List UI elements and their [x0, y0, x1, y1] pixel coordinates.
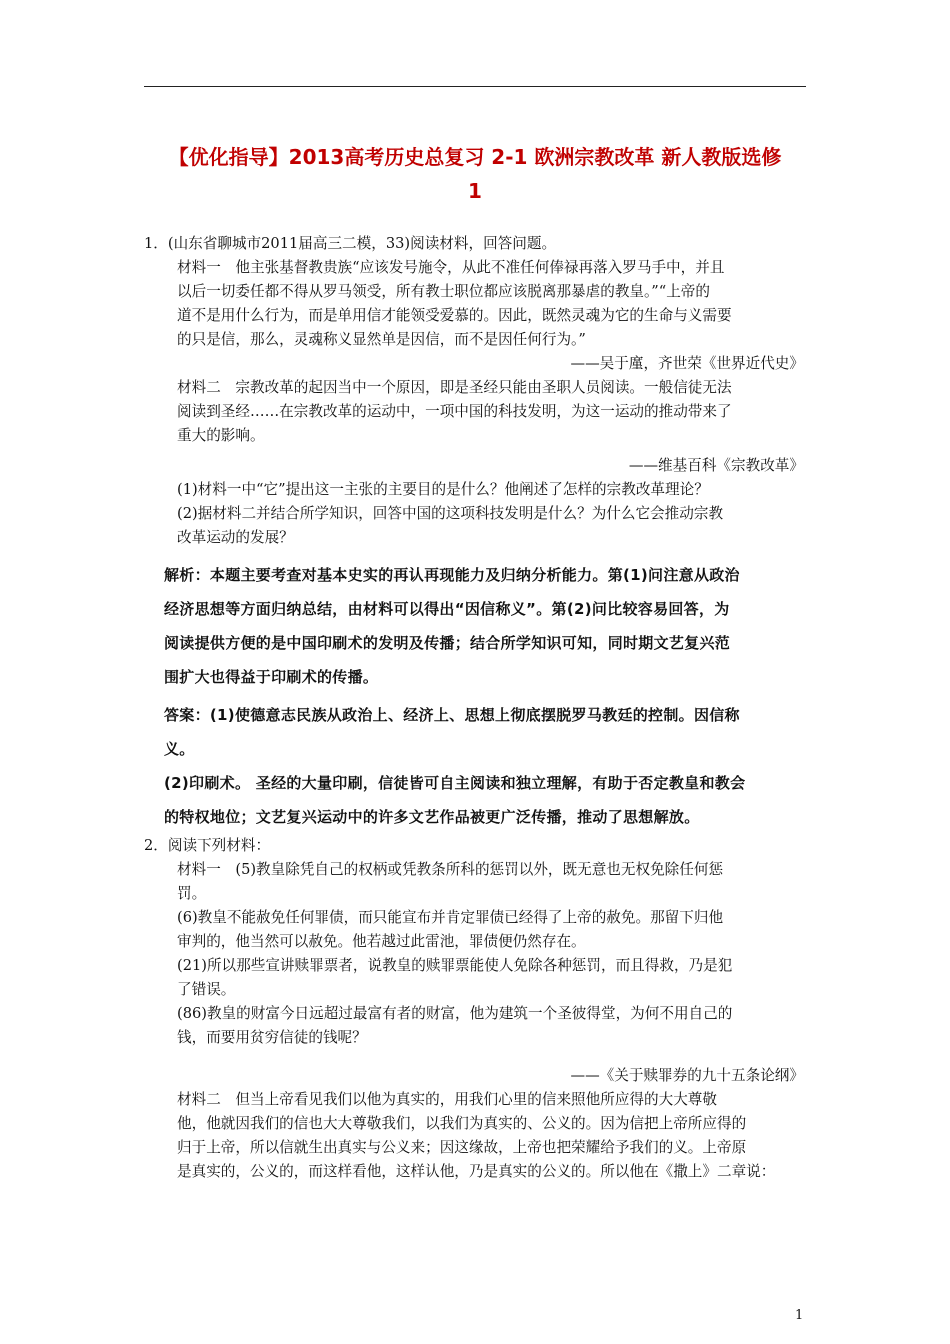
q2-source-1: ——《关于赎罪券的九十五条论纲》 [570, 1067, 804, 1084]
text-line: 他，他就因我们的信也大大尊敬我们，以我们为真实的、公义的。因为信把上帝所应得的 [177, 1115, 747, 1132]
text-line: 阅读到圣经……在宗教改革的运动中，一项中国的科技发明，为这一运动的推动带来了 [177, 403, 732, 420]
text-line: 钱，而要用贫穷信徒的钱呢？ [177, 1029, 367, 1046]
text-line: 是真实的，公义的，而这样看他，这样认他，乃是真实的公义的。所以他在《撒上》二章说： [177, 1163, 776, 1180]
spacer [144, 1050, 808, 1064]
text-line: (86)教皇的财富今日远超过最富有者的财富，他为建筑一个圣彼得堂，为何不用自己的 [177, 1005, 733, 1022]
text-line: (6)教皇不能赦免任何罪债，而只能宣布并肯定罪债已经得了上帝的赦免。那留下归他 [177, 909, 724, 926]
q2-material-1 [144, 858, 808, 1050]
q1-sub-questions [144, 478, 808, 550]
text-line: 义。 [164, 740, 195, 758]
page-number: 1 [795, 1308, 804, 1323]
text-line: (2)据材料二并结合所学知识，回答中国的这项科技发明是什么？为什么它会推动宗教 [177, 505, 724, 522]
document-body [144, 232, 808, 1184]
q1-source-2: ——维基百科《宗教改革》 [628, 457, 804, 474]
q1-material-2 [144, 376, 808, 448]
text-line: 经济思想等方面归纳总结，由材料可以得出“因信称义”。第(2)问比较容易回答，为 [164, 600, 730, 618]
text-line: 以后一切委任都不得从罗马领受，所有教士职位都应该脱离那暴虐的教皇。”“上帝的 [177, 283, 710, 300]
text-line: 罚。 [177, 885, 207, 902]
q1-source-1: ——吴于廑，齐世荣《世界近代史》 [570, 355, 804, 372]
text-line: 了错误。 [177, 981, 236, 998]
text-line: 阅读提供方便的是中国印刷术的发明及传播；结合所学知识可知，同时期文艺复兴范 [164, 634, 731, 652]
text-line: 材料二 宗教改革的起因当中一个原因，即是圣经只能由圣职人员阅读。一般信徒无法 [177, 379, 732, 396]
text-line: 重大的影响。 [177, 427, 265, 444]
text-line: 道不是用什么行为，而是单用信才能领受爱慕的。因此，既然灵魂为它的生命与义需要 [177, 307, 732, 324]
text-line: (1)材料一中“它”提出这一主张的主要目的是什么？他阐述了怎样的宗教改革理论？ [177, 481, 709, 498]
question-1-heading: 1．(山东省聊城市2011届高三二模，33)阅读材料，回答问题。 [144, 235, 557, 252]
title-line-1: 【优化指导】2013高考历史总复习 2-1 欧洲宗教改革 新人教版选修 [168, 145, 782, 169]
text-line: (2)印刷术。 圣经的大量印刷，信徒皆可自主阅读和独立理解，有助于否定教皇和教会 [164, 774, 746, 792]
document-title [140, 140, 810, 208]
text-line: 解析：本题主要考查对基本史实的再认再现能力及归纳分析能力。第(1)问注意从政治 [164, 566, 740, 584]
text-line: 归于上帝，所以信就生出真实与公义来；因这缘故，上帝也把荣耀给予我们的义。上帝原 [177, 1139, 747, 1156]
text-line: 材料一 他主张基督教贵族“应该发号施令，从此不准任何俸禄再落入罗马手中，并且 [177, 259, 725, 276]
title-line-2: 1 [468, 179, 482, 203]
q2-material-2 [144, 1088, 808, 1184]
q1-material-1 [144, 256, 808, 352]
question-2-heading: 2．阅读下列材料： [144, 837, 271, 854]
text-line: 审判的，他当然可以赦免。他若越过此雷池，罪债便仍然存在。 [177, 933, 586, 950]
text-line: 的只是信，那么，灵魂称义显然单是因信，而不是因任何行为。” [177, 331, 586, 348]
text-line: (21)所以那些宣讲赎罪票者，说教皇的赎罪票能使人免除各种惩罚，而且得救，乃是犯 [177, 957, 733, 974]
q1-answer [144, 698, 808, 834]
text-line: 围扩大也得益于印刷术的传播。 [164, 668, 379, 686]
text-line: 材料二 但当上帝看见我们以他为真实的，用我们心里的信来照他所应得的大大尊敬 [177, 1091, 717, 1108]
text-line: 答案：(1)使德意志民族从政治上、经济上、思想上彻底摆脱罗马教廷的控制。因信称 [164, 706, 740, 724]
q1-analysis [144, 558, 808, 694]
text-line: 的特权地位；文艺复兴运动中的许多文艺作品被更广泛传播，推动了思想解放。 [164, 808, 700, 826]
text-line: 材料一 (5)教皇除凭自己的权柄或凭教条所科的惩罚以外，既无意也无权免除任何惩 [177, 861, 724, 878]
text-line: 改革运动的发展？ [177, 529, 294, 546]
header-rule [144, 86, 806, 87]
